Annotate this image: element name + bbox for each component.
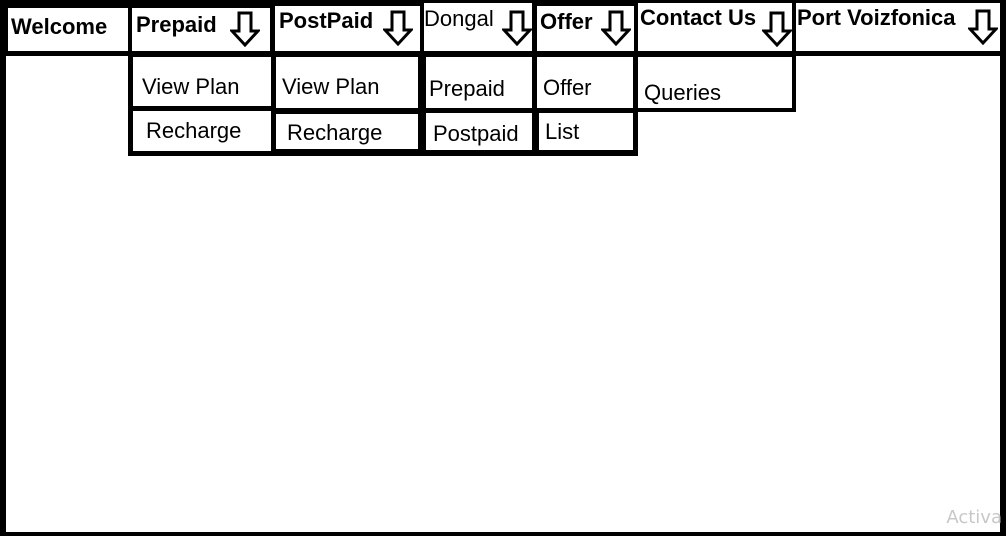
menu-item-dongal-label: Dongal	[424, 6, 494, 31]
submenu-item-label: Recharge	[287, 120, 383, 145]
menu-item-postpaid[interactable]	[275, 6, 420, 51]
submenu-item-label: Offer	[543, 75, 592, 100]
submenu-item-label: Prepaid	[429, 76, 505, 101]
down-arrow-icon[interactable]	[502, 10, 532, 46]
down-arrow-icon[interactable]	[383, 10, 413, 46]
submenu-item-postpaid-recharge[interactable]	[276, 114, 418, 149]
submenu-item-dongal-postpaid[interactable]	[426, 113, 532, 150]
down-arrow-icon[interactable]	[762, 11, 792, 47]
submenu-item-prepaid-view-plan[interactable]	[133, 57, 271, 106]
menu-item-port-voizfonica-label: Port Voizfonica	[797, 5, 956, 30]
menu-item-port-voizfonica[interactable]	[796, 3, 1000, 51]
submenu-item-dongal-prepaid[interactable]	[426, 57, 532, 108]
frame-right-edge	[1000, 0, 1006, 536]
frame-bottom-edge	[0, 532, 1006, 536]
down-arrow-icon[interactable]	[601, 10, 631, 46]
menu-item-prepaid[interactable]	[132, 8, 270, 51]
menu-item-postpaid-label: PostPaid	[279, 8, 374, 33]
menu-item-dongal[interactable]	[424, 3, 532, 51]
submenu-item-label: Recharge	[146, 118, 242, 143]
submenu-item-label: List	[545, 119, 580, 144]
menu-item-offer[interactable]	[537, 6, 634, 51]
menu-item-welcome[interactable]	[8, 8, 128, 51]
submenu-item-label: View Plan	[282, 74, 380, 99]
submenu-item-prepaid-recharge[interactable]	[133, 111, 271, 151]
submenu-item-offer-list[interactable]	[539, 113, 633, 150]
menu-item-prepaid-label: Prepaid	[136, 12, 217, 37]
submenu-item-postpaid-view-plan[interactable]	[276, 57, 418, 108]
submenu-item-label: Queries	[644, 80, 722, 105]
menu-item-contact-us[interactable]	[638, 3, 792, 51]
submenu-item-contact-queries[interactable]	[638, 57, 792, 108]
menu-item-contact-us-label: Contact Us	[640, 5, 757, 30]
down-arrow-icon[interactable]	[230, 11, 260, 47]
submenu-item-label: Postpaid	[433, 121, 519, 146]
watermark-text: Activa	[946, 507, 1002, 528]
down-arrow-icon[interactable]	[968, 9, 998, 45]
menu-item-welcome-label: Welcome	[11, 14, 108, 39]
menu-item-offer-label: Offer	[540, 9, 593, 34]
submenu-item-offer-offer[interactable]	[537, 57, 633, 108]
submenu-item-label: View Plan	[142, 74, 240, 99]
